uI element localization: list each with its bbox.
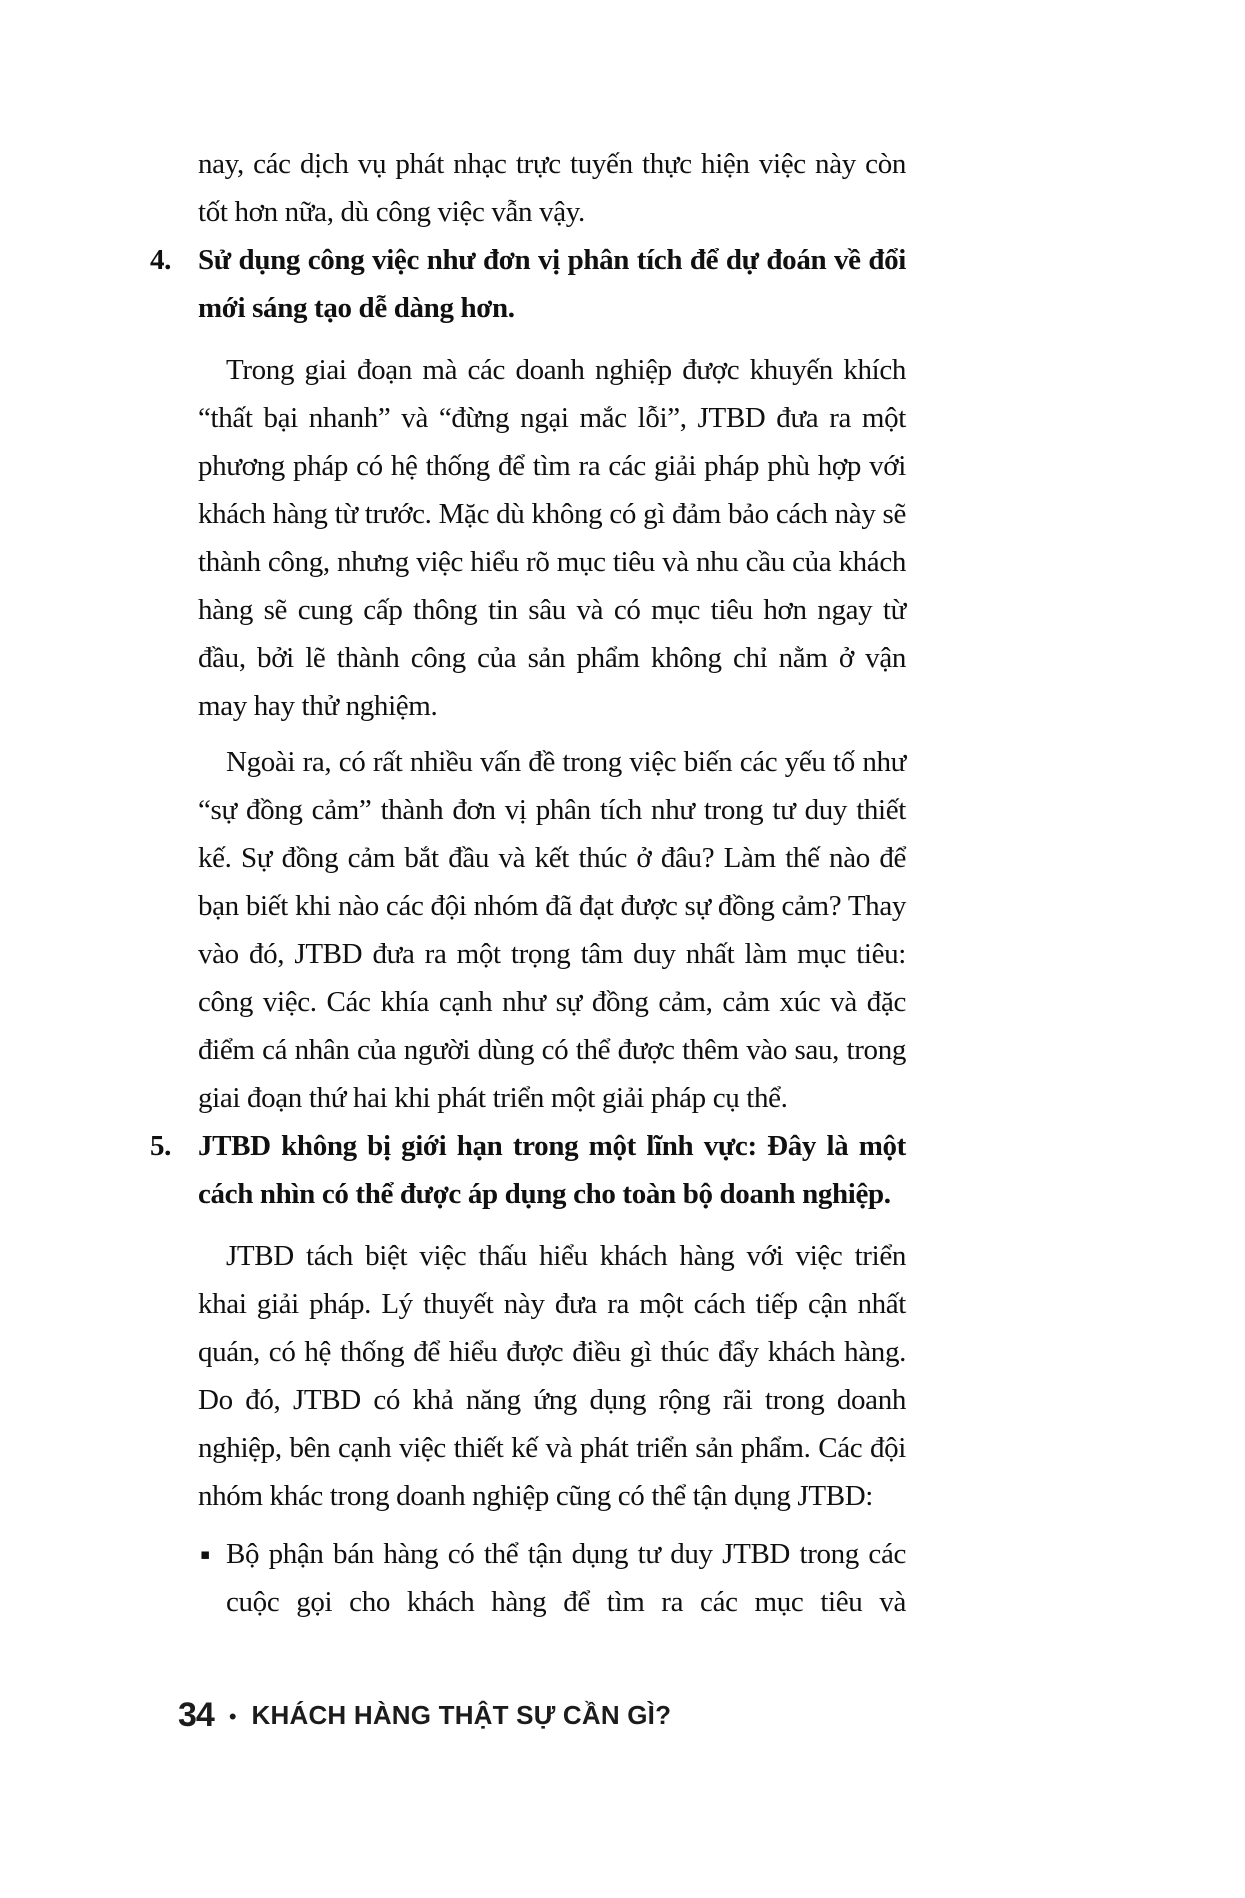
page-content bbox=[150, 140, 906, 1626]
paragraph: Ngoài ra, có rất nhiều vấn đề trong việc biến các yếu tố như “sự đồng cảm” thành đơn vị phân tích như trong tư duy thiết kế. Sự đồng cảm bắt đầu và kết thúc ở đâu? Làm thế nào để bạn biết khi nào các đội nhóm đã đạt được sự đồng cảm? Thay vào đó, JTBD đưa ra một trọng tâm duy nhất làm mục tiêu: công việc. Các khía cạnh như sự đồng cảm, cảm xúc và đặc điểm cá nhân của người dùng có thể được thêm vào sau, trong giai đoạn thứ hai khi phát triển một giải pháp cụ thể. bbox=[198, 746, 906, 1114]
heading-number: 5. bbox=[150, 1130, 172, 1162]
paragraph-continuation: nay, các dịch vụ phát nhạc trực tuyến thực hiện việc này còn tốt hơn nữa, dù công việc vẫn vậy. bbox=[198, 148, 906, 228]
heading-text: Sử dụng công việc như đơn vị phân tích để dự đoán về đổi mới sáng tạo dễ dàng hơn. bbox=[198, 244, 906, 324]
heading-text: JTBD không bị giới hạn trong một lĩnh vực: Đây là một cách nhìn có thể được áp dụng cho toàn bộ doanh nghiệp. bbox=[198, 1130, 906, 1210]
bullet-marker-icon: ▪ bbox=[200, 1545, 210, 1563]
numbered-heading-5 bbox=[150, 1122, 906, 1218]
page-number: 34 bbox=[178, 1696, 214, 1734]
paragraph: JTBD tách biệt việc thấu hiểu khách hàng với việc triển khai giải pháp. Lý thuyết này đưa ra một cách tiếp cận nhất quán, có hệ thống để hiểu được điều gì thúc đẩy khách hàng. Do đó, JTBD có khả năng ứng dụng rộng rãi trong doanh nghiệp, bên cạnh việc thiết kế và phát triển sản phẩm. Các đội nhóm khác trong doanh nghiệp cũng có thể tận dụng JTBD: bbox=[198, 1240, 906, 1512]
bullet-item bbox=[198, 1530, 906, 1626]
heading-number: 4. bbox=[150, 244, 172, 276]
paragraph: Trong giai đoạn mà các doanh nghiệp được khuyến khích “thất bại nhanh” và “đừng ngại mắc lỗi”, JTBD đưa ra một phương pháp có hệ thống để tìm ra các giải pháp phù hợp với khách hàng từ trước. Mặc dù không có gì đảm bảo cách này sẽ thành công, nhưng việc hiểu rõ mục tiêu và nhu cầu của khách hàng sẽ cung cấp thông tin sâu và có mục tiêu hơn ngay từ đầu, bởi lẽ thành công của sản phẩm không chỉ nằm ở vận may hay thử nghiệm. bbox=[198, 354, 906, 722]
bullet-text: Bộ phận bán hàng có thể tận dụng tư duy JTBD trong các cuộc gọi cho khách hàng để tìm ra các mục tiêu và bbox=[226, 1538, 906, 1618]
footer-separator-icon: • bbox=[228, 1703, 237, 1729]
running-title: KHÁCH HÀNG THẬT SỰ CẦN GÌ? bbox=[251, 1700, 672, 1730]
numbered-heading-4 bbox=[150, 236, 906, 332]
page-footer bbox=[178, 1696, 671, 1735]
